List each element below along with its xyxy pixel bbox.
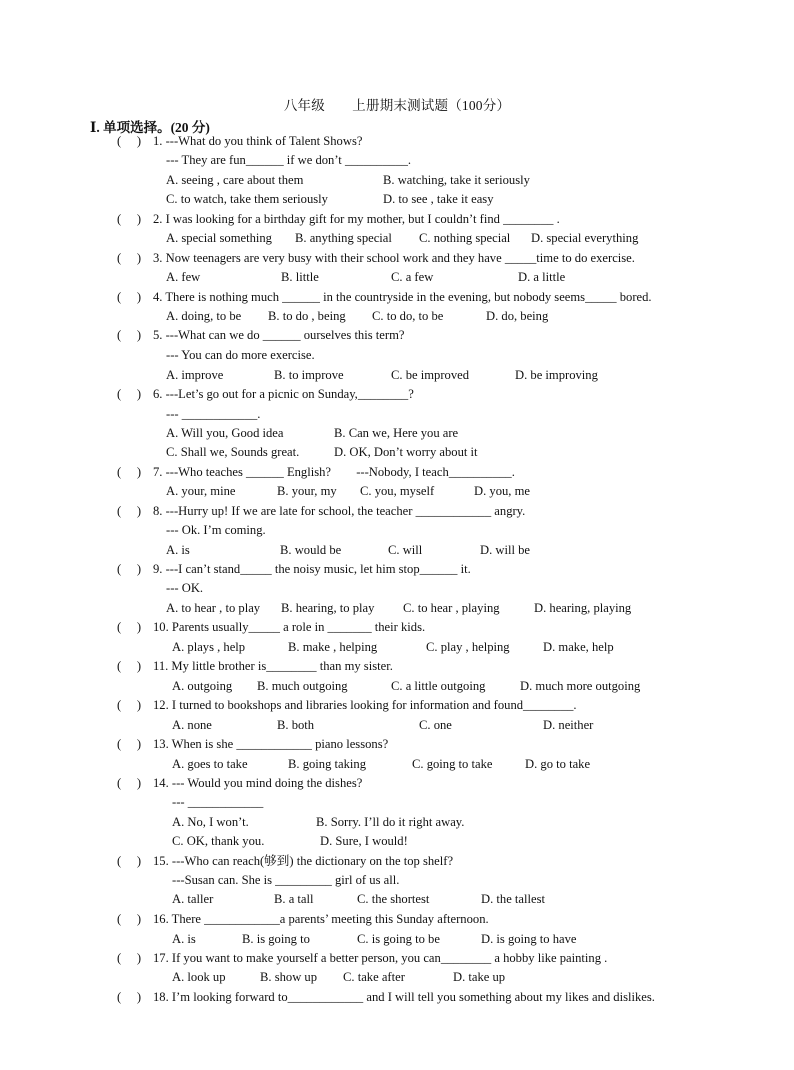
option-d[interactable]: D. a little [518, 270, 566, 284]
question-stem: 8. ---Hurry up! If we are late for school, the teacher ____________ angry. [153, 504, 526, 518]
question-response-line: --- They are fun______ if we don’t __________. [166, 153, 412, 167]
answer-blank[interactable]: ( ) [117, 387, 142, 401]
question-10 [117, 620, 425, 635]
answer-blank[interactable]: ( ) [117, 620, 142, 634]
option-a[interactable]: A. your, mine [166, 484, 236, 498]
question-stem: 17. If you want to make yourself a better person, you can________ a hobby like painting . [153, 951, 608, 965]
question-2 [117, 212, 560, 227]
answer-blank[interactable]: ( ) [117, 504, 142, 518]
answer-blank[interactable]: ( ) [117, 912, 142, 926]
question-stem: 11. My little brother is________ than my sister. [153, 659, 393, 673]
option-a[interactable]: A. is [172, 932, 196, 946]
answer-blank[interactable]: ( ) [117, 659, 142, 673]
question-response-line: --- OK. [166, 581, 204, 595]
option-a[interactable]: A. seeing , care about them [166, 173, 304, 187]
question-9 [117, 562, 471, 577]
option-d[interactable]: D. is going to have [481, 932, 577, 946]
question-response-line: --- You can do more exercise. [166, 348, 315, 362]
answer-blank[interactable]: ( ) [117, 854, 142, 868]
answer-blank[interactable]: ( ) [117, 737, 142, 751]
question-13 [117, 737, 388, 752]
option-b[interactable]: B. make , helping [288, 640, 378, 654]
option-d[interactable]: D. the tallest [481, 892, 546, 906]
option-d[interactable]: D. to see , take it easy [383, 192, 494, 206]
option-c[interactable]: C. is going to be [357, 932, 440, 946]
question-3 [117, 251, 635, 266]
question-response-line: --- Ok. I’m coming. [166, 523, 266, 537]
option-a[interactable]: A. none [172, 718, 212, 732]
question-stem: 5. ---What can we do ______ ourselves this term? [153, 328, 405, 342]
option-b[interactable]: B. little [281, 270, 319, 284]
answer-blank[interactable]: ( ) [117, 698, 142, 712]
question-14 [117, 776, 362, 791]
question-5 [117, 328, 404, 343]
option-c[interactable]: C. will [388, 543, 423, 557]
answer-blank[interactable]: ( ) [117, 290, 142, 304]
option-c[interactable]: C. the shortest [357, 892, 430, 906]
option-b[interactable]: B. is going to [242, 932, 310, 946]
answer-blank[interactable]: ( ) [117, 328, 142, 342]
question-7 [117, 465, 515, 480]
option-b[interactable]: B. Sorry. I’ll do it right away. [316, 815, 465, 829]
question-stem: 3. Now teenagers are very busy with their school work and they have _____time to do exercise. [153, 251, 635, 265]
question-18 [117, 990, 655, 1005]
option-d[interactable]: D. OK, Don’t worry about it [334, 445, 478, 459]
option-d[interactable]: D. neither [543, 718, 594, 732]
option-a[interactable]: A. No, I won’t. [172, 815, 249, 829]
answer-blank[interactable]: ( ) [117, 951, 142, 965]
question-8 [117, 504, 525, 519]
question-response-line: --- ____________. [166, 407, 261, 421]
question-stem: 14. --- Would you mind doing the dishes? [153, 776, 363, 790]
page-title: 八年级 上册期末测试题（100分） [283, 98, 511, 113]
question-4 [117, 290, 652, 305]
option-d[interactable]: D. much more outgoing [520, 679, 641, 693]
option-c[interactable]: C. a little outgoing [391, 679, 486, 693]
question-stem: 7. ---Who teaches ______ English? ---Nobody, I teach__________. [153, 465, 515, 479]
question-11 [117, 659, 393, 674]
option-b[interactable]: B. would be [280, 543, 342, 557]
option-c[interactable]: C. play , helping [426, 640, 510, 654]
answer-blank[interactable]: ( ) [117, 134, 142, 148]
question-stem: 13. When is she ____________ piano lessons? [153, 737, 389, 751]
option-c[interactable]: C. take after [343, 970, 405, 984]
option-b[interactable]: B. to improve [274, 368, 344, 382]
question-6 [117, 387, 414, 402]
option-a[interactable]: A. is [166, 543, 190, 557]
option-c[interactable]: C. to hear , playing [403, 601, 500, 615]
option-d[interactable]: D. special everything [531, 231, 639, 245]
option-c[interactable]: C. to watch, take them seriously [166, 192, 328, 206]
answer-blank[interactable]: ( ) [117, 776, 142, 790]
option-d[interactable]: D. be improving [515, 368, 598, 382]
option-a[interactable]: A. taller [172, 892, 214, 906]
option-d[interactable]: D. go to take [525, 757, 591, 771]
question-stem: 2. I was looking for a birthday gift for my mother, but I couldn’t find ________ . [153, 212, 560, 226]
question-stem: 4. There is nothing much ______ in the countryside in the evening, but nobody seems_____ bored. [153, 290, 652, 304]
answer-blank[interactable]: ( ) [117, 990, 142, 1004]
option-c[interactable]: C. one [419, 718, 452, 732]
answer-blank[interactable]: ( ) [117, 212, 142, 226]
option-d[interactable]: D. will be [480, 543, 531, 557]
option-b[interactable]: B. hearing, to play [281, 601, 375, 615]
question-16 [117, 912, 489, 927]
option-b[interactable]: B. watching, take it seriously [383, 173, 530, 187]
question-stem: 15. ---Who can reach(够到) the dictionary on the top shelf? [153, 854, 454, 868]
option-a[interactable]: A. few [166, 270, 201, 284]
option-c[interactable]: C. a few [391, 270, 434, 284]
answer-blank[interactable]: ( ) [117, 465, 142, 479]
option-b[interactable]: B. a tall [274, 892, 314, 906]
question-response-line: ---Susan can. She is _________ girl of us all. [172, 873, 400, 887]
option-a[interactable]: A. improve [166, 368, 224, 382]
option-c[interactable]: C. be improved [391, 368, 469, 382]
option-d[interactable]: D. Sure, I would! [320, 834, 408, 848]
option-b[interactable]: B. Can we, Here you are [334, 426, 459, 440]
answer-blank[interactable]: ( ) [117, 562, 142, 576]
question-stem: 9. ---I can’t stand_____ the noisy music, let him stop______ it. [153, 562, 471, 576]
option-d[interactable]: D. hearing, playing [534, 601, 632, 615]
question-stem: 16. There ____________a parents’ meeting this Sunday afternoon. [153, 912, 489, 926]
option-b[interactable]: B. to do , being [268, 309, 346, 323]
option-d[interactable]: D. take up [453, 970, 506, 984]
option-a[interactable]: A. look up [172, 970, 226, 984]
question-1 [117, 134, 362, 149]
option-c[interactable]: C. you, myself [360, 484, 435, 498]
option-a[interactable]: A. doing, to be [166, 309, 242, 323]
option-a[interactable]: A. to hear , to play [166, 601, 261, 615]
question-stem: 1. ---What do you think of Talent Shows? [153, 134, 363, 148]
option-a[interactable]: A. special something [166, 231, 272, 245]
option-a[interactable]: A. plays , help [172, 640, 246, 654]
section-heading: Ⅰ. 单项选择。(20 分) [90, 120, 210, 135]
question-response-line: --- ____________ [172, 795, 264, 809]
option-c[interactable]: C. going to take [412, 757, 493, 771]
question-12 [117, 698, 577, 713]
question-stem: 10. Parents usually_____ a role in _______ their kids. [153, 620, 426, 634]
option-c[interactable]: C. nothing special [419, 231, 511, 245]
option-d[interactable]: D. you, me [474, 484, 530, 498]
option-c[interactable]: C. to do, to be [372, 309, 444, 323]
question-17 [117, 951, 607, 966]
option-a[interactable]: A. outgoing [172, 679, 233, 693]
answer-blank[interactable]: ( ) [117, 251, 142, 265]
option-b[interactable]: B. much outgoing [257, 679, 348, 693]
option-b[interactable]: B. show up [260, 970, 318, 984]
question-15 [117, 854, 453, 869]
question-stem: 6. ---Let’s go out for a picnic on Sunday,________? [153, 387, 414, 401]
option-b[interactable]: B. your, my [277, 484, 337, 498]
option-b[interactable]: B. both [277, 718, 315, 732]
option-b[interactable]: B. anything special [295, 231, 392, 245]
option-d[interactable]: D. do, being [486, 309, 549, 323]
option-c[interactable]: C. OK, thank you. [172, 834, 265, 848]
question-stem: 18. I’m looking forward to____________ and I will tell you something about my likes and dislikes. [153, 990, 655, 1004]
option-d[interactable]: D. make, help [543, 640, 614, 654]
option-a[interactable]: A. Will you, Good idea [166, 426, 284, 440]
question-stem: 12. I turned to bookshops and libraries looking for information and found________. [153, 698, 577, 712]
option-c[interactable]: C. Shall we, Sounds great. [166, 445, 300, 459]
option-b[interactable]: B. going taking [288, 757, 367, 771]
option-a[interactable]: A. goes to take [172, 757, 248, 771]
